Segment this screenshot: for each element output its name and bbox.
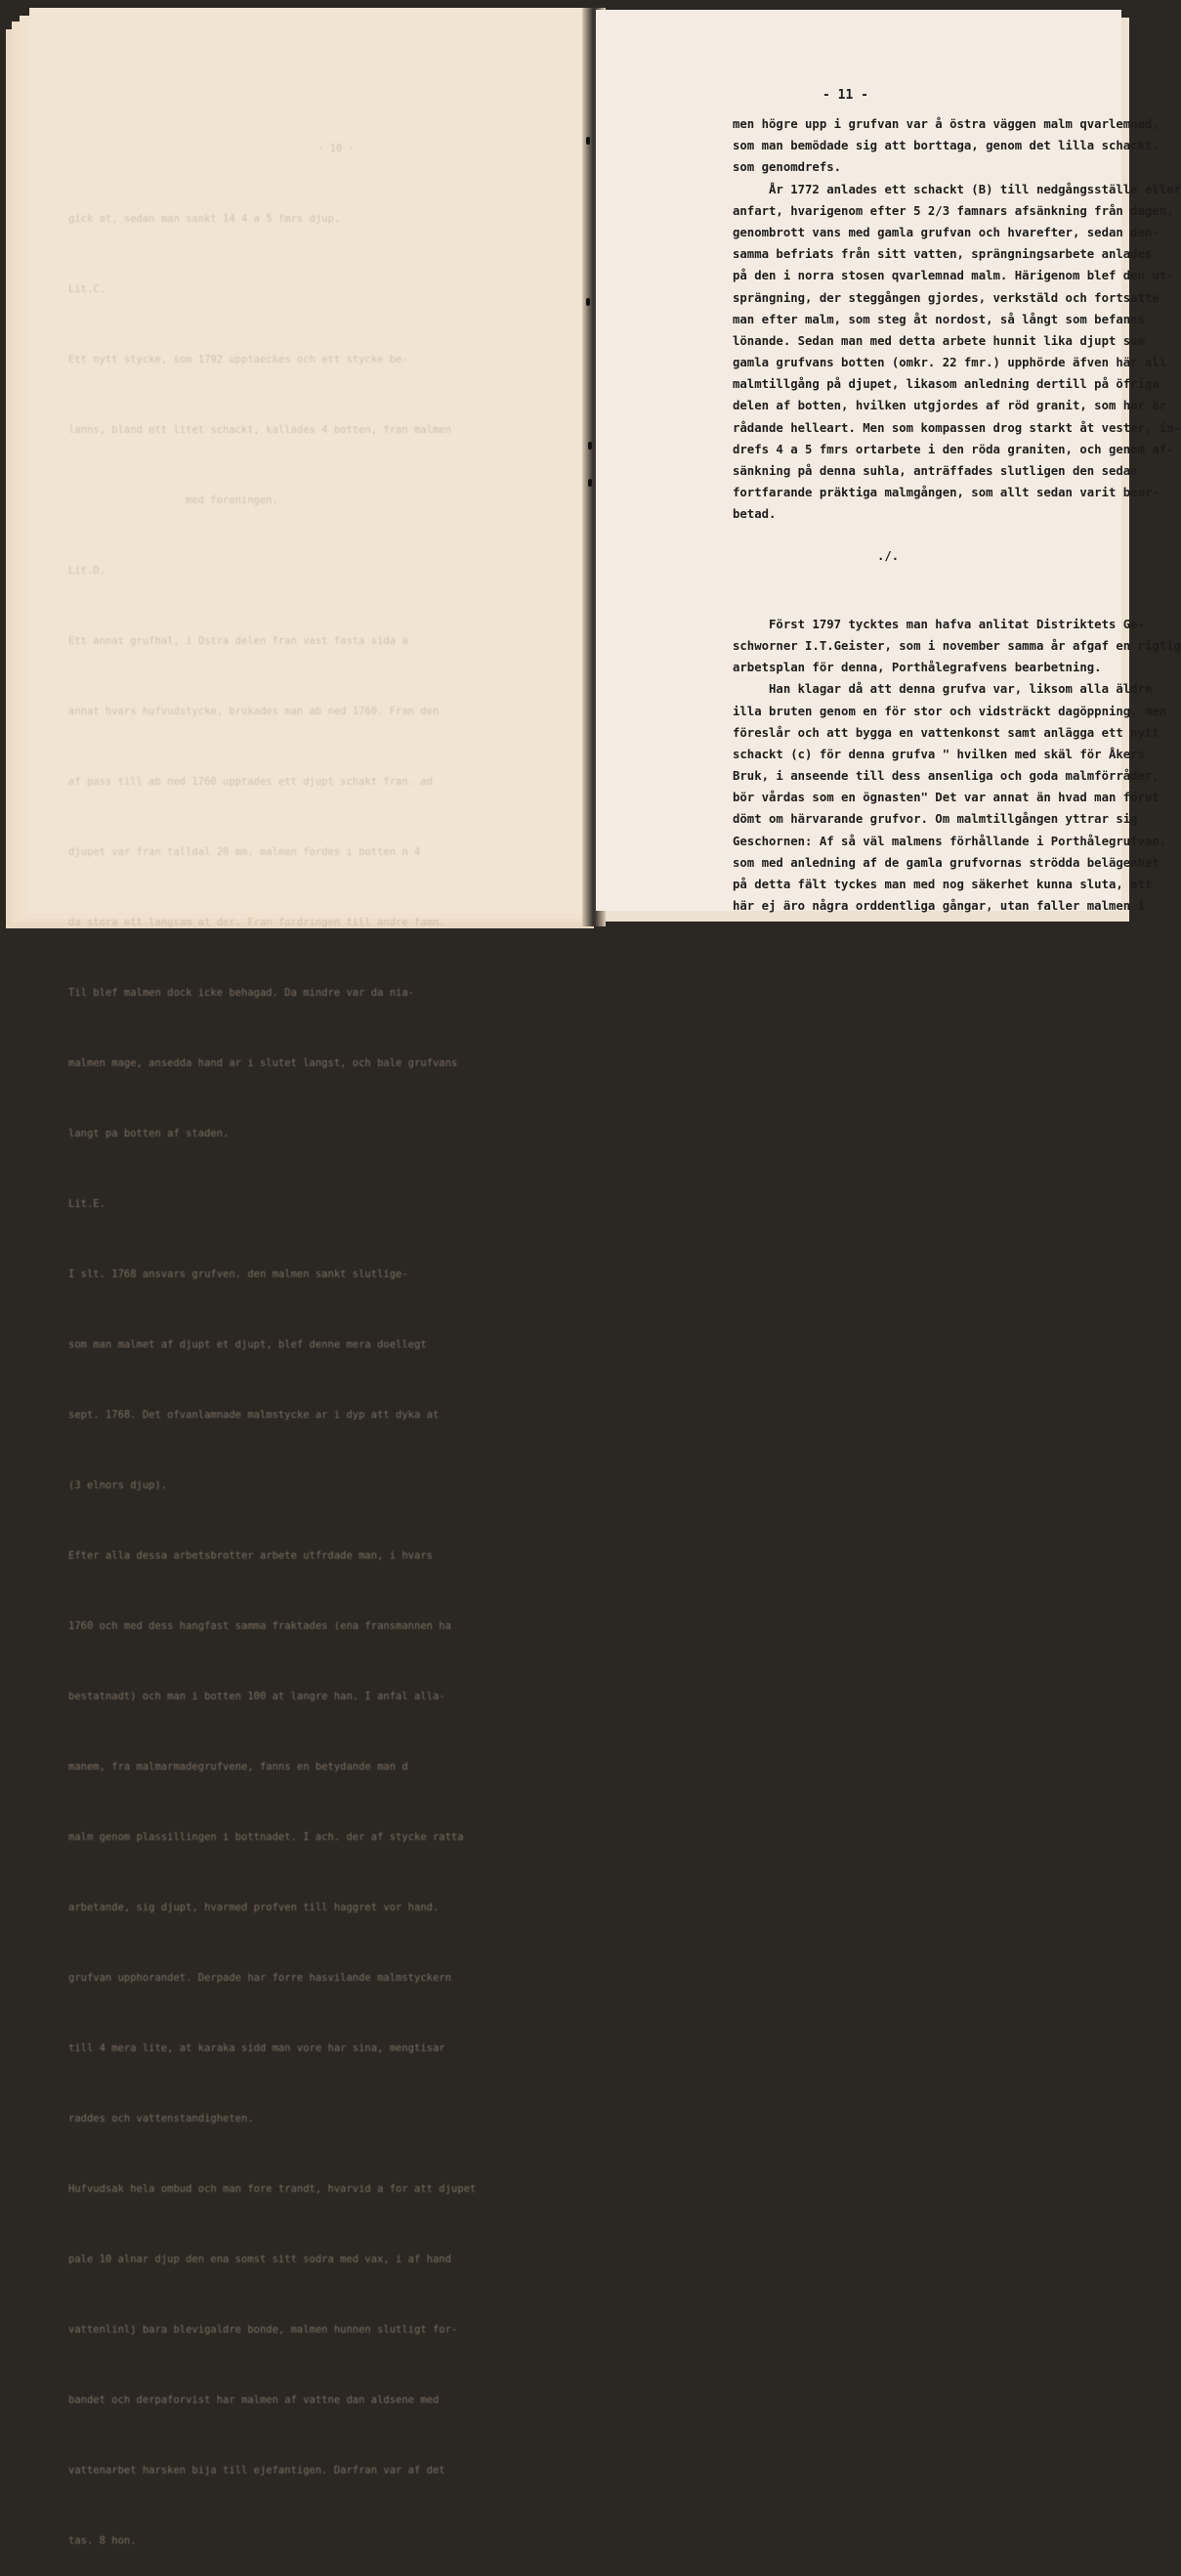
text-line: som man bemödade sig att borttaga, genom det lilla schackt, [733,139,1160,153]
text-line: sprängning, der steggången gjordes, verkstäld och fortsatte [733,290,1160,305]
faded-line: (3 elnors djup). [68,1480,168,1491]
text-line: lönande. Sedan man med detta arbete hunnit lika djupt som [733,333,1145,348]
text-line: Bruk, i anseende till dess ansenliga och goda malmförråder, [733,769,1160,784]
spacer [733,567,1133,594]
faded-line: vattenarbet harsken bija till ejefantigen. Darfran var af det [68,2465,445,2476]
text-line: men högre upp i grufvan var å östra väggen malm qvarlemnad, [733,117,1160,131]
faded-line: manem, fra malmarmadegrufvene, fanns en betydande man d [68,1761,408,1773]
text-line: delen af botten, hvilken utgjordes af röd granit, som här är [733,399,1167,413]
text-line: rådande helleart. Men som kompassen drog starkt åt vester, in- [733,420,1181,435]
text-line: betad. [733,507,777,522]
faded-line: bandet och derpaforvist har malmen af vattne dan aldsene med [68,2394,440,2406]
binding-thread [586,137,590,145]
text-line: drefs 4 a 5 fmrs ortarbete i den röda graniten, och genom af- [733,442,1174,456]
binding-thread [586,298,590,306]
text-line: som med anledning af de gamla grufvornas strödda belägenhet [733,855,1160,870]
text-line: fortfarande präktiga malmgången, som allt sedan varit bear- [733,486,1160,500]
faded-line: arbetande, sig djupt, hvarmed profven till haggret vor hand. [68,1902,440,1913]
faded-line: gick at, sedan man sankt 14 4 a 5 fmrs djup. [68,213,341,225]
faded-line: langt pa botten af staden. [68,1128,230,1139]
text-line: Först 1797 tycktes man hafva anlitat Distriktets Ge- [733,617,1145,631]
faded-line: vattenlinlj bara blevigaldre bonde, malmen hunnen slutligt for- [68,2324,458,2336]
faded-line: Ett annat grufhal, i Ostra delen fran vast fasta sida a [68,635,408,647]
faded-line: Lit.D. [68,565,105,577]
faded-line: djupet var fran talldal 20 mm. malmen fordes i botten n 4 [68,846,421,858]
faded-line: annat hvars hufvudstycke, brukades man ab ned 1760. Fran den [68,706,440,717]
text-line: schworner I.T.Geister, som i november samma år afgaf en rigtig [733,638,1181,653]
text-line: genombrott vans med gamla grufvan och hvarefter, sedan den- [733,225,1160,239]
text-line: År 1772 anlades ett schackt (B) till nedgångsställe eller [733,182,1181,196]
spacer [733,526,1133,545]
typewritten-text-body [733,113,1181,917]
binding-thread [588,442,592,450]
binding-thread [588,479,592,487]
faded-line: lanns, bland ett litet schackt, kallades 4 botten, fran malmen [68,424,451,436]
text-line: arbetsplan för denna, Porthålegrafvens bearbetning. [733,661,1102,675]
text-line: malmtillgång på djupet, likasom anledning dertill på öfriga [733,377,1160,392]
faded-line: Ett nytt stycke, som 1792 upptaeckes och ett stycke be- [68,354,408,365]
left-page-faded-text [68,90,537,2576]
faded-line: I slt. 1768 ansvars grufven. den malmen sankt slutlige- [68,1268,408,1280]
page-number: - 11 - [822,88,868,103]
faded-line: af pass till ab ned 1760 upptades ett djupt schakt fran. ad [68,776,433,788]
text-line: på detta fält tyckes man med nog säkerhet kunna sluta, att [733,878,1153,891]
text-line: föreslår och att bygga en vattenkonst samt anlägga ett nytt [733,725,1160,740]
text-line: Han klagar då att denna grufva var, liksom alla äldre [733,682,1153,697]
text-line: schackt (c) för denna grufva " hvilken med skäl för Åkers [733,747,1145,761]
faded-line: Hufvudsak hela ombud och man fore trandt, hvarvid a for att djupet [68,2183,477,2195]
text-line: man efter malm, som steg åt nordost, så långt som befanns [733,312,1145,326]
text-line: samma befriats från sitt vatten, sprängningsarbete anlades [733,247,1153,262]
text-line: illa bruten genom en för stor och vidsträckt dagöppning, men [733,704,1167,718]
text-line: som genomdrefs. [733,160,842,175]
faded-line: grufvan upphorandet. Derpade har forre hasvilande malmstyckern [68,1972,451,1984]
faded-line: till 4 mera lite, at karaka sidd man vore har sina, mengtisar [68,2042,445,2054]
text-line: på den i norra stosen qvarlemnad malm. Härigenom blef den ut- [733,269,1174,283]
faded-line: raddes och vattenstandigheten. [68,2113,254,2125]
faded-line: tas. 8 hon. [68,2535,137,2547]
faded-line: som man malmet af djupt et djupt, blef denne mera doellegt [68,1339,427,1351]
spacer [733,594,1133,614]
faded-line: malmen mage, ansedda hand ar i slutet langst, och bale grufvans [68,1057,458,1069]
text-line: bör vårdas som en ögnasten" Det var annat än hvad man förut [733,791,1160,805]
text-line: här ej äro några orddentliga gångar, utan faller malmen i [733,899,1145,914]
faded-line: Lit.C. [68,283,105,295]
faded-line: Til blef malmen dock icke behagad. Da mindre var da nia- [68,987,415,999]
faded-line: 1760 och med dess hangfast samma fraktades (ena fransmannen ha [68,1620,451,1632]
faded-line: Lit.E. [68,1198,105,1210]
section-separator: ./. [877,548,900,563]
faded-line: med foreningen. [186,494,278,506]
text-line: anfart, hvarigenom efter 5 2/3 famnars afsänkning från dagen, [733,203,1174,218]
faded-line: - 10 - [317,143,355,154]
text-line: gamla grufvans botten (omkr. 22 fmr.) upphörde äfven här all [733,356,1167,370]
text-line: sänkning på denna suhla, anträffades slutligen den sedan [733,464,1138,478]
faded-line: malm genom plassillingen i bottnadet. I ach. der af stycke ratta [68,1831,464,1843]
text-line: dömt om härvarande grufvor. Om malmtillgången yttrar sig [733,812,1138,827]
faded-line: pale 10 alnar djup den ena somst sitt sodra med vax, i af hand [68,2254,451,2265]
faded-line: da stora ett langsam at der. Fran fordringen till andre famn. [68,917,445,928]
faded-line: sept. 1768. Det ofvanlamnade malmstycke ar i dyp att dyka at [68,1409,440,1421]
text-line: Geschornen: Af så väl malmens förhållande i Porthålegrufvan, [733,834,1167,848]
faded-line: Efter alla dessa arbetsbrotter arbete utfrdade man, i hvars [68,1550,433,1562]
faded-line: bestatnadt) och man i botten 100 at langre han. I anfal alla- [68,1691,445,1702]
